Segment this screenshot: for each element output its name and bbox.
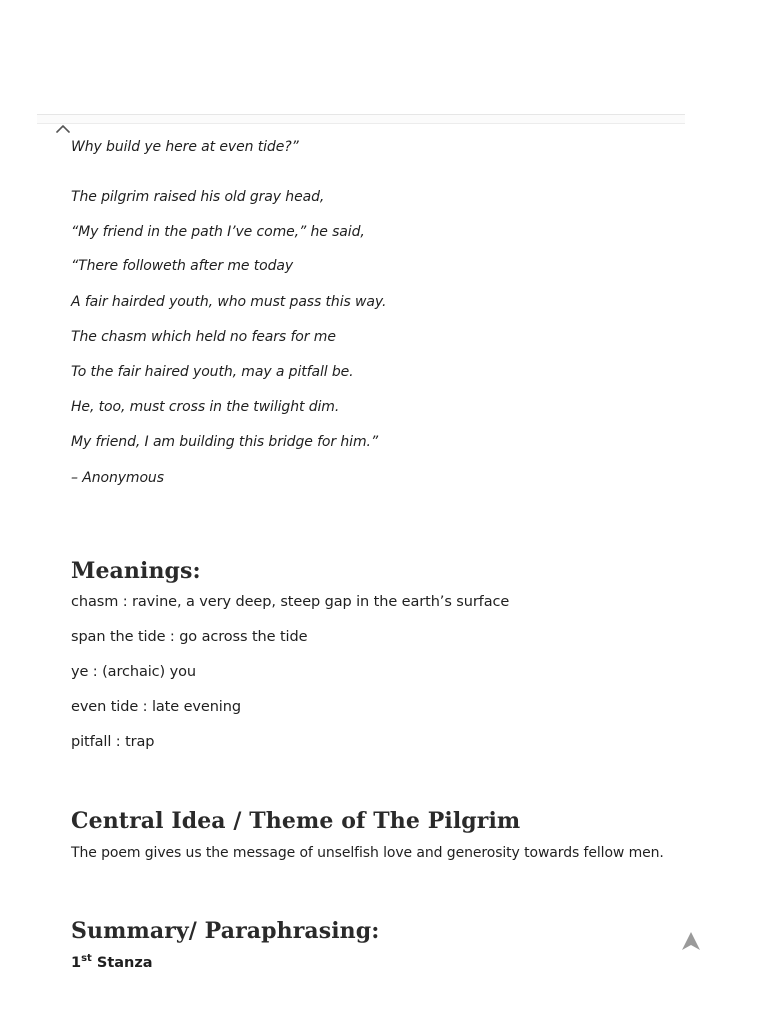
central-idea-heading: Central Idea / Theme of The Pilgrim <box>71 808 521 834</box>
meaning-item: ye : (archaic) you <box>71 664 196 680</box>
summary-heading: Summary/ Paraphrasing: <box>71 918 380 944</box>
poem-line: “My friend in the path I’ve come,” he said, <box>71 224 365 240</box>
poem-line: “There followeth after me today <box>71 258 294 274</box>
poem-line: Why build ye here at even tide?” <box>71 139 299 155</box>
poem-line: A fair hairded youth, who must pass this way. <box>71 294 387 310</box>
meaning-item: pitfall : trap <box>71 734 155 750</box>
collapse-toggle[interactable] <box>52 120 74 136</box>
scroll-to-top-button[interactable] <box>680 930 702 952</box>
stanza-word: Stanza <box>96 955 153 971</box>
meaning-item: span the tide : go across the tide <box>71 629 308 645</box>
collapsed-panel-bar <box>37 114 685 124</box>
stanza-label <box>71 955 153 971</box>
central-idea-text: The poem gives us the message of unselfish love and generosity towards fellow men. <box>71 845 664 861</box>
stanza-number: 1 <box>71 955 82 971</box>
poem-line: The pilgrim raised his old gray head, <box>71 189 325 205</box>
poem-line: He, too, must cross in the twilight dim. <box>71 399 340 415</box>
poem-line: The chasm which held no fears for me <box>71 329 336 345</box>
chevron-up-icon <box>52 120 74 136</box>
stanza-suffix: st <box>81 953 92 964</box>
poem-author: – Anonymous <box>71 470 164 486</box>
meaning-item: chasm : ravine, a very deep, steep gap in the earth’s surface <box>71 594 510 610</box>
arrow-up-icon <box>680 930 702 952</box>
meanings-heading: Meanings: <box>71 558 201 584</box>
poem-line: To the fair haired youth, may a pitfall be. <box>71 364 354 380</box>
poem-line: My friend, I am building this bridge for him.” <box>71 434 379 450</box>
meaning-item: even tide : late evening <box>71 699 241 715</box>
